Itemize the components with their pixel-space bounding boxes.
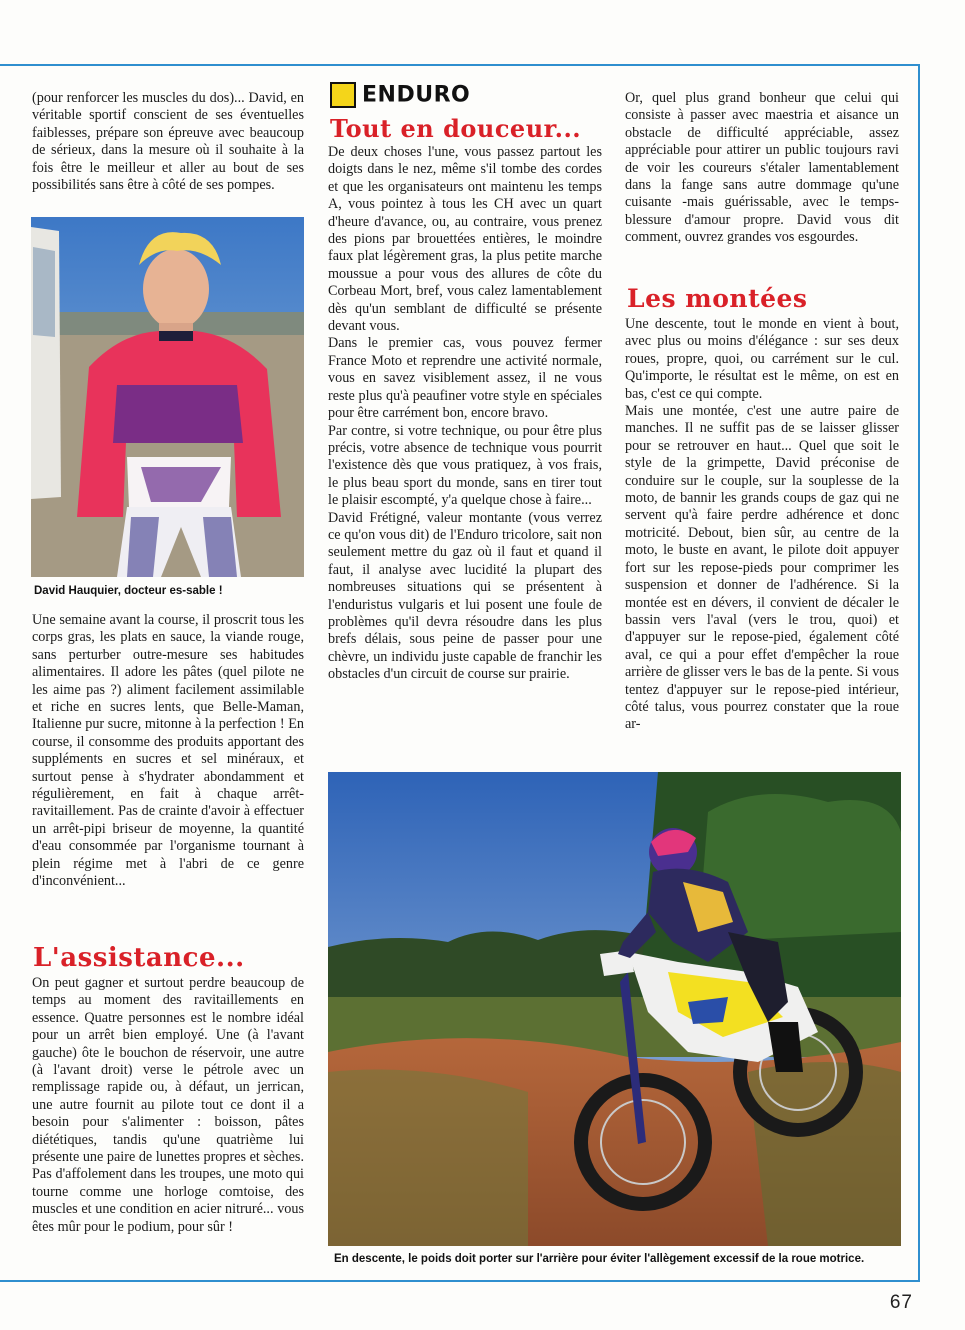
column-2-text (328, 144, 602, 684)
rubric-line (330, 82, 470, 108)
column-3-montees (625, 316, 899, 734)
section-heading-montees: Les montées (627, 284, 808, 313)
paragraph: On peut gagner et surtout perdre beaucoup de temps au moment des ravitaillements en essence. Quatre personnes est le nombre idéal pour un arrêt bien employé. Une (à l'avant gauche) ôte le bouchon de réservoir, une autre (à l'avant droit) verse le pétrole avec un remplissage rapide ou, à défaut, un jerrican, une autre fournit au pilote tout ce dont il a besoin pour s'alimenter : boisson, pâtes diététiques, tandis qu'une quatrième lui présente une paire de lunettes propres et sèches. Pas d'affolement dans les troupes, une moto qui tourne comme une horloge comtoise, des muscles et une condition en acier nitruré... vous êtes mûr pour le podium, pour sûr ! (32, 975, 304, 1235)
rubric-marker-icon (330, 82, 356, 108)
paragraph: Une semaine avant la course, il proscrit tous les corps gras, les plats en sauce, la viande rouge, sans perturber outre-mesure ses habitudes alimentaires. Il adore les pâtes (quel pilote ne les aime pas ?) aliment facilement assimilable et riche en sucres lents, que Belle-Maman, Italienne pur sucre, mitonne à la perfection ! En course, il consomme des produits apportant des suppléments en sucres et sel minéraux, et surtout pense à s'hydrater abondamment et régulièrement, en fait à chaque arrêt-ravitaillement. Pas de crainte d'avoir à effectuer un arrêt-pipi briseur de moyenne, la quantité d'eau consommée par l'organisme tournant à plein régime met à l'abri de ce genre d'inconvénient... (32, 612, 304, 890)
paragraph: Une descente, tout le monde en vient à bout, avec plus ou moins d'élégance : sur ses deux roues, propre, quoi, ou carrément sur le cul. Qu'importe, le résultat est le même, on est en bas, c'est ce qui compte. (625, 316, 899, 402)
column-1-diet (32, 612, 304, 891)
paragraph: Mais une montée, c'est une autre paire de manches. Il ne suffit pas de se laisser glisser pour se retrouver en haut... Quel que soit le style de la grimpette, David préconise de conduire sur le couple, sur la souplesse de la moto, de bannir les grands coups de gaz qui ne servent qu'à faire perdre adhérence et donc motricité. Debout, bien sûr, au centre de la moto, le buste en avant, le pilote doit appuyer fort sur les repose-pieds pour comprimer les suspension et donner de l'adhérence. Si la montée est en dévers, il convient de décaler le bassin vers l'aval (vers le trou, quoi) et d'appuyer sur le repose-pied, également côté aval, ce qui a pour effet d'empêcher la roue arrière de glisser vers le bas de la pente. Si vous tentez d'appuyer sur le repose-pied intérieur, côté talus, vous pourrez constater que la roue ar- (625, 403, 899, 733)
rubric-label: ENDURO (362, 82, 471, 108)
paragraph: (pour renforcer les muscles du dos)... David, en véritable sportif conscient de ses éventuelles faiblesses, prépare son épreuve avec beaucoup de sérieux, dans la mesure où il souhaite à la fois être le meilleur et aller au bout de ses possibilités sans être à côté de ses pompes. (32, 90, 304, 194)
article-title: Tout en douceur... (330, 114, 582, 143)
column-3-intro (625, 90, 899, 247)
paragraph: David Frétigné, valeur montante (vous verrez ce qu'on vous dit) de l'Enduro tricolore, sait non seulement mettre du gaz où il faut et quand il faut, il analyse avec lucidité la plupart des nombreuses situations qui se présentent à l'enduristus vulgaris et lui posent une foule de problèmes qu'il devra résoudre dans les plus brefs délais, sous peine de passer pour une chèvre, un individu juste capable de franchir les obstacles d'un circuit de course sur prairie. (328, 509, 602, 683)
paragraph: Dans le premier cas, vous pouvez fermer France Moto et reprendre une activité normale, vous en savez visiblement assez, il ne vous reste plus qu'à peaufiner votre style en spéciales pour être carrément bon, encore bravo. (328, 335, 602, 422)
descent-caption: En descente, le poids doit porter sur l'arrière pour éviter l'allègement excessif de la roue motrice. (334, 1253, 865, 1265)
enduro-descent-photo (328, 772, 901, 1246)
page-number: 67 (889, 1292, 913, 1313)
column-1-assistance (32, 975, 304, 1236)
section-heading-assistance: L'assistance... (33, 943, 245, 973)
paragraph: De deux choses l'une, vous passez partout les doigts dans le nez, même s'il tombe des cordes et que les organisateurs ont maintenu les temps A, vous pointez à tous les CH avec un quart d'heure d'avance, ou, au contraire, vous prenez des pions par brouettées entières, le moindre faux plat légèrement gras, la plus petite marche moussue a pour vous des allures de côte du Corbeau Mort, bref, vous calez lamentablement dès qu'un semblant de difficulté se présente devant vous. (328, 144, 602, 335)
column-1-intro (32, 90, 304, 194)
portrait-caption: David Hauquier, docteur es-sable ! (34, 585, 223, 597)
paragraph: Par contre, si votre technique, ou pour être plus précis, votre absence de technique vous pourrit l'existence dès que vous pratiquez, à vos frais, le plus beau sport du monde, sans en tirer tout le plaisir escompté, y'a quelque chose à faire... (328, 422, 602, 509)
paragraph: Or, quel plus grand bonheur que celui qui consiste à passer avec maestria et aisance un obstacle de difficulté appréciable, assez appréciable pour attirer un public toujours ravi de voir les coureurs s'étaler lamentablement dans la fange sans autre dommage qu'une cuisante -mais guérissable, avec le temps- blessure d'amour propre. David vous dit comment, ouvrez grandes vos esgourdes. (625, 90, 899, 246)
rider-portrait-photo (31, 217, 304, 577)
